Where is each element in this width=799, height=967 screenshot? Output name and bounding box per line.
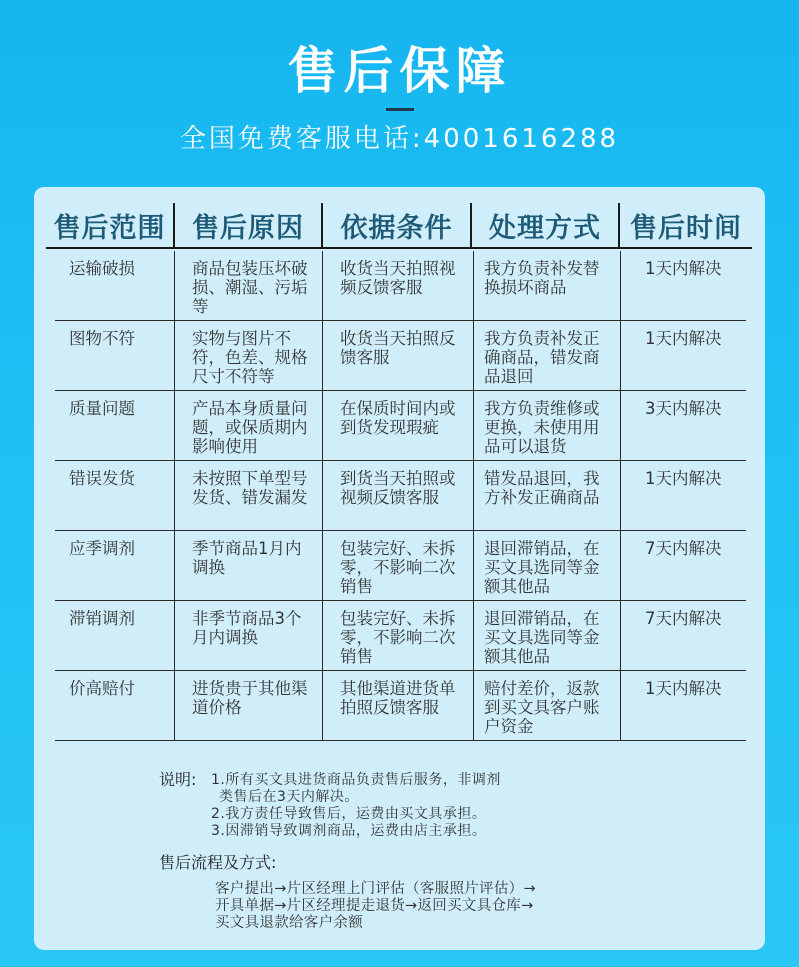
- cell-handling: 错发品退回，我方补发正确商品: [474, 461, 621, 530]
- cell-condition: 在保质时间内或到货发现瑕疵: [323, 391, 474, 460]
- cell-time: 7天内解决: [645, 539, 722, 558]
- cell-scope: 价高赔付: [55, 671, 175, 740]
- table-row: [55, 671, 746, 741]
- cell-scope: 错误发货: [55, 461, 175, 530]
- cell-scope: 应季调剂: [55, 531, 175, 600]
- title-underline: [386, 108, 414, 111]
- cell-time: 1天内解决: [645, 469, 722, 488]
- cell-reason: 商品包装压坏破损、潮湿、污垢等: [175, 251, 323, 320]
- table-row: [55, 601, 746, 671]
- column-header-reason: 售后原因: [175, 203, 323, 247]
- table-row: [55, 531, 746, 601]
- cell-time: 3天内解决: [645, 399, 722, 418]
- table-row: [55, 461, 746, 531]
- cell-reason: 季节商品1月内调换: [175, 531, 323, 600]
- table-header: [46, 203, 752, 249]
- cell-scope: 滞销调剂: [55, 601, 175, 670]
- column-header-scope: 售后范围: [46, 203, 175, 247]
- cell-time: 1天内解决: [645, 329, 722, 348]
- cell-handling: 我方负责维修或更换，未使用用品可以退货: [474, 391, 621, 460]
- cell-scope: 运输破损: [55, 251, 175, 320]
- cell-scope: 图物不符: [55, 321, 175, 390]
- cell-handling: 退回滞销品，在买文具选同等金额其他品: [474, 531, 621, 600]
- table-row: [55, 321, 746, 391]
- cell-time: 1天内解决: [645, 679, 722, 698]
- flow-line: 客户提出→片区经理上门评估（客服照片评估）→: [215, 881, 536, 897]
- notes-section: [159, 770, 679, 840]
- flow-line: 买文具退款给客户余额: [215, 915, 363, 931]
- page-title: 售后保障: [287, 42, 512, 100]
- notes-label: 说明:: [159, 770, 197, 789]
- cell-handling: 退回滞销品，在买文具选同等金额其他品: [474, 601, 621, 670]
- notes-row: [159, 770, 679, 840]
- cell-condition: 包装完好、未拆零，不影响二次销售: [323, 531, 474, 600]
- flow-title: 售后流程及方式:: [159, 853, 277, 872]
- note-item: 2.我方责任导致售后，运费由买文具承担。: [211, 806, 487, 822]
- cell-scope: 质量问题: [55, 391, 175, 460]
- cell-reason: 非季节商品3个月内调换: [175, 601, 323, 670]
- flow-steps: [215, 881, 645, 932]
- hotline-text: 全国免费客服电话:4001616288: [179, 124, 620, 154]
- note-item: 1.所有买文具进货商品负责售后服务，非调剂: [211, 772, 501, 788]
- cell-condition: 收货当天拍照反馈客服: [323, 321, 474, 390]
- cell-time: 1天内解决: [645, 259, 722, 278]
- cell-time: 7天内解决: [645, 609, 722, 628]
- cell-condition: 收货当天拍照视频反馈客服: [323, 251, 474, 320]
- cell-reason: 实物与图片不符，色差、规格尺寸不符等: [175, 321, 323, 390]
- column-header-handling: 处理方式: [472, 203, 620, 247]
- cell-condition: 其他渠道进货单拍照反馈客服: [323, 671, 474, 740]
- cell-reason: 进货贵于其他渠道价格: [175, 671, 323, 740]
- table-row: [55, 251, 746, 321]
- after-sales-card: [34, 187, 765, 950]
- table-row: [55, 391, 746, 461]
- cell-reason: 产品本身质量问题，或保质期内影响使用: [175, 391, 323, 460]
- cell-condition: 包装完好、未拆零，不影响二次销售: [323, 601, 474, 670]
- column-header-time: 售后时间: [630, 212, 742, 244]
- notes-list: [211, 770, 501, 840]
- cell-handling: 我方负责补发正确商品，错发商品退回: [474, 321, 621, 390]
- table-body: [55, 251, 746, 741]
- column-header-condition: 依据条件: [323, 203, 472, 247]
- cell-handling: 我方负责补发替换损坏商品: [474, 251, 621, 320]
- cell-handling: 赔付差价，返款到买文具客户账户资金: [474, 671, 621, 740]
- flow-line: 开具单据→片区经理提走退货→返回买文具仓库→: [215, 898, 534, 914]
- note-item: 类售后在3天内解决。: [219, 789, 359, 805]
- note-item: 3.因滞销导致调剂商品，运费由店主承担。: [211, 823, 487, 839]
- cell-condition: 到货当天拍照或视频反馈客服: [323, 461, 474, 530]
- cell-reason: 未按照下单型号发货、错发漏发: [175, 461, 323, 530]
